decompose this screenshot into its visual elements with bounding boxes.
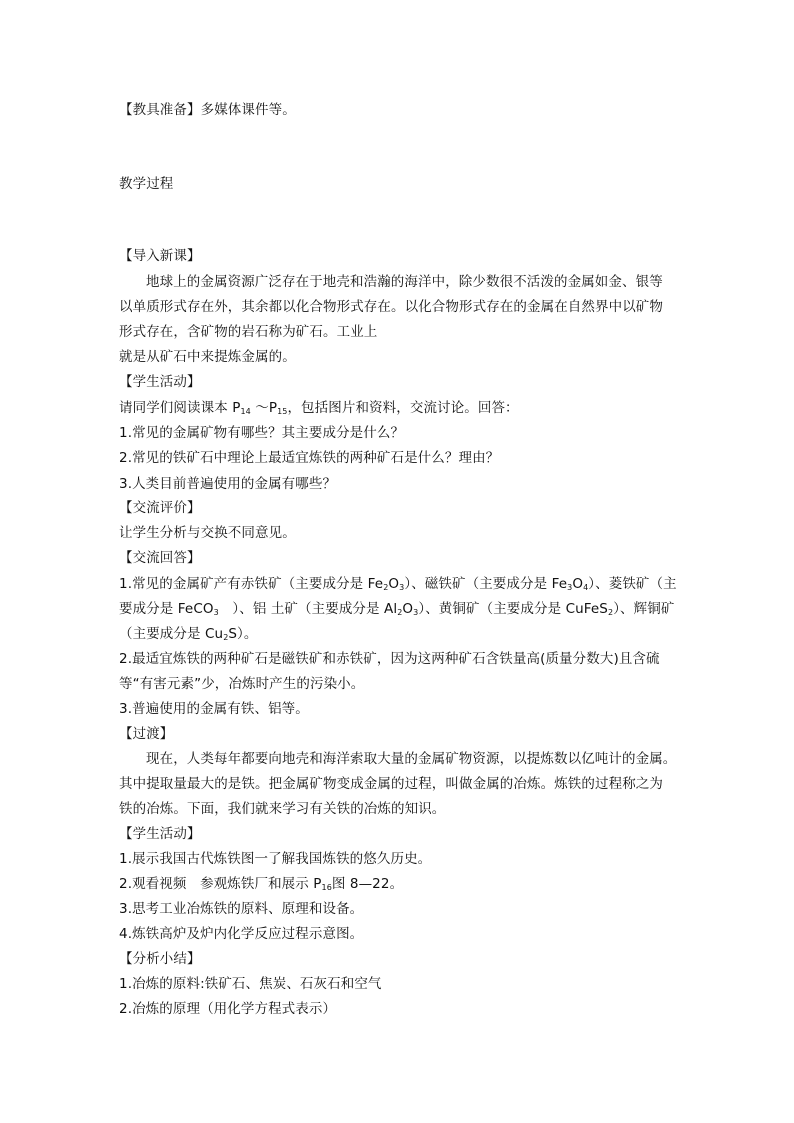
- transition-line-3: 铁的冶炼。下面，我们就来学习有关铁的冶炼的知识。: [119, 801, 446, 817]
- heading-summary: 【分析小结】: [119, 951, 201, 967]
- intro-line-1: 地球上的金属资源广泛存在于地壳和浩瀚的海洋中，除少数很不活泼的金属如金、银等: [146, 274, 663, 290]
- activity1-intro-a: 请同学们阅读课本 P: [119, 400, 241, 416]
- ans1-l2-s1: 3: [213, 608, 219, 617]
- act2-2-b: 图 8—22。: [331, 876, 404, 892]
- ans1-l1-c: ）、磁铁矿（主要成分是 Fe: [404, 576, 568, 592]
- ans1-l1-b: O: [388, 576, 400, 592]
- question-2: 2.常见的铁矿石中理论上最适宜炼铁的两种矿石是什么？理由？: [119, 450, 500, 466]
- activity1-intro-c: ，包括图片和资料，交流讨论。回答：: [287, 400, 519, 416]
- intro-line-4: 就是从矿石中来提炼金属的。: [119, 349, 296, 365]
- ans1-l1-s1: 2: [383, 583, 389, 592]
- heading-activity-1: 【学生活动】: [119, 374, 201, 390]
- activity2-item-2: [119, 875, 403, 897]
- section-title-process: 教学过程: [119, 176, 174, 192]
- ans1-l2-s2: 2: [397, 608, 403, 617]
- ans1-l1-d: O: [572, 576, 584, 592]
- eval-text: 让学生分析与交换不同意见。: [119, 525, 296, 541]
- activity2-item-1: 1.展示我国古代炼铁图一了解我国炼铁的悠久历史。: [119, 851, 432, 867]
- ans1-l2-s3: 3: [413, 608, 419, 617]
- intro-line-3: 形式存在，含矿物的岩石称为矿石。工业上: [119, 324, 378, 340]
- ans1-l3-b: S）。: [228, 626, 258, 642]
- intro-line-2: 以单质形式存在外，其余都以化合物形式存在。以化合物形式存在的金属在自然界中以矿物: [119, 299, 663, 315]
- answer-2-line-2: 等“有害元素”少，冶炼时产生的污染小。: [119, 676, 365, 692]
- ans1-l2-a: 要成分是 FeCO: [119, 601, 214, 617]
- question-3: 3.人类目前普遍使用的金属有哪些？: [119, 476, 337, 492]
- activity1-intro-sub2: 15: [277, 407, 288, 416]
- ans1-l2-d: ）、黄铜矿（主要成分是 CuFeS: [418, 601, 608, 617]
- activity1-intro-sub1: 14: [240, 407, 251, 416]
- question-1: 1.常见的金属矿物有哪些？其主要成分是什么？: [119, 425, 405, 441]
- ans1-l1-s3: 3: [567, 583, 573, 592]
- answer-3: 3.普遍使用的金属有铁、铝等。: [119, 701, 309, 717]
- ans1-l1-s2: 3: [399, 583, 405, 592]
- heading-activity-2: 【学生活动】: [119, 826, 201, 842]
- summary-line-1: 1.冶炼的原料:铁矿石、焦炭、石灰石和空气: [119, 976, 382, 992]
- activity2-item-3: 3.思考工业冶炼铁的原料、原理和设备。: [119, 901, 364, 917]
- ans1-l2-c: O: [402, 601, 414, 617]
- ans1-l2-s4: 2: [607, 608, 614, 617]
- answer-2-line-1: 2.最适宜炼铁的两种矿石是磁铁矿和赤铁矿，因为这两种矿石含铁量高(质量分数大)且含硫: [119, 651, 660, 667]
- heading-answer: 【交流回答】: [119, 550, 201, 566]
- answer-1-line-3: [119, 625, 258, 647]
- prep-line: 【教具准备】多媒体课件等。: [119, 102, 296, 118]
- activity1-intro-b: ～P: [250, 400, 278, 416]
- answer-1-line-2: [119, 600, 674, 622]
- ans1-l1-a: 1.常见的金属矿产有赤铁矿（主要成分是 Fe: [119, 576, 384, 592]
- heading-intro: 【导入新课】: [119, 248, 201, 264]
- ans1-l3-a: （主要成分是 Cu: [119, 626, 224, 642]
- answer-1-line-1: [119, 575, 677, 597]
- ans1-l2-b: ）、铝 土矿（主要成分是 Al: [218, 601, 398, 617]
- ans1-l1-s4: 4: [583, 583, 589, 592]
- ans1-l2-e: ）、辉铜矿: [613, 601, 675, 617]
- heading-eval: 【交流评价】: [119, 500, 201, 516]
- summary-line-2: 2.冶炼的原理（用化学方程式表示）: [119, 1001, 337, 1017]
- act2-2-a: 2.观看视频 参观炼铁厂和展示 P: [119, 876, 322, 892]
- transition-line-1: 现在，人类每年都要向地壳和海洋索取大量的金属矿物资源，以提炼数以亿吨计的金属。: [146, 751, 677, 767]
- activity2-item-4: 4.炼铁高炉及炉内化学反应过程示意图。: [119, 926, 364, 942]
- transition-line-2: 其中提取量最大的是铁。把金属矿物变成金属的过程，叫做金属的冶炼。炼铁的过程称之为: [119, 776, 663, 792]
- act2-2-sub: 16: [321, 883, 332, 892]
- ans1-l1-e: ）、菱铁矿（主: [588, 576, 677, 592]
- heading-transition: 【过渡】: [119, 726, 174, 742]
- ans1-l3-s1: 2: [223, 633, 229, 642]
- activity1-intro: [119, 399, 519, 421]
